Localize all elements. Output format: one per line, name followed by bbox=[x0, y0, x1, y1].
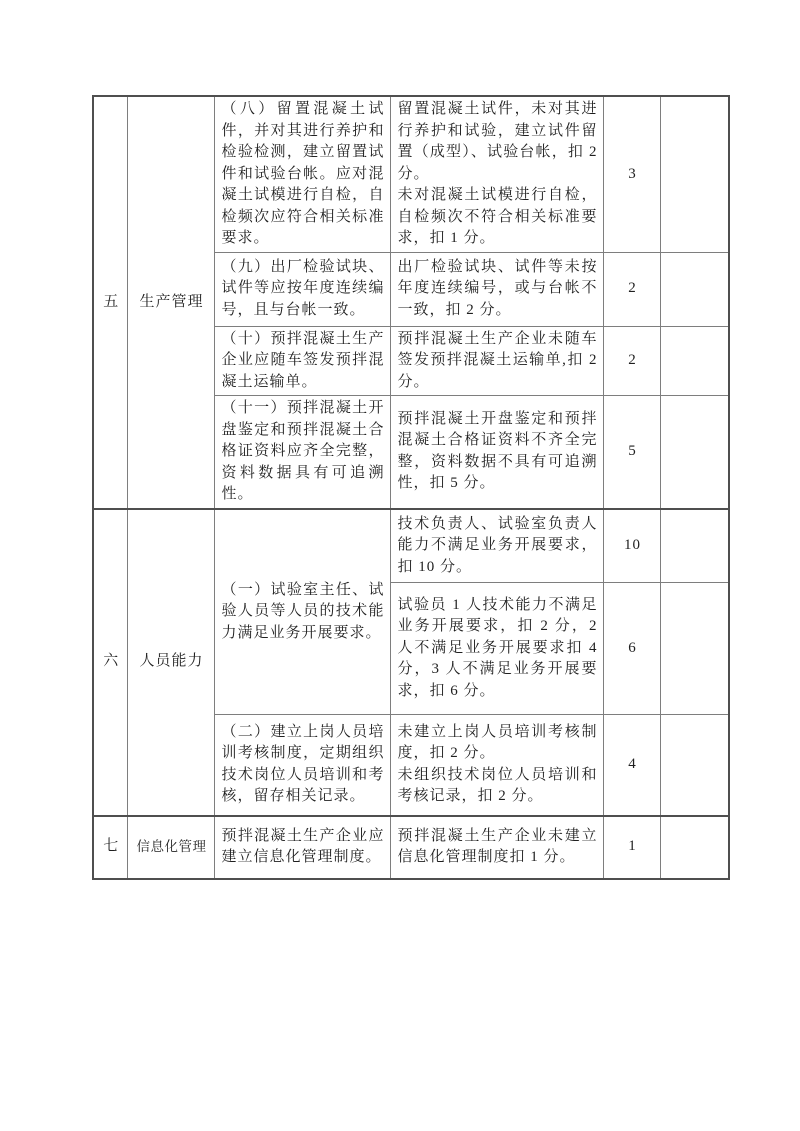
content-cell: （十一）预拌混凝土开盘鉴定和预拌混凝土合格证资料应齐全完整，资料数据具有可追溯性。 bbox=[214, 396, 390, 509]
inspection-score-table bbox=[92, 95, 730, 880]
score-cell: 2 bbox=[603, 252, 660, 326]
blank-cell bbox=[660, 252, 729, 326]
table-row bbox=[93, 96, 729, 252]
criteria-cell: 预拌混凝土生产企业未随车签发预拌混凝土运输单,扣 2 分。 bbox=[390, 326, 603, 396]
criteria-paragraph: 未建立上岗人员培训考核制度，扣 2 分。 bbox=[397, 723, 598, 762]
section-number-cell: 七 bbox=[93, 816, 127, 879]
section-category-cell: 生产管理 bbox=[127, 96, 214, 509]
score-cell: 2 bbox=[603, 326, 660, 396]
table-row bbox=[93, 816, 729, 879]
criteria-cell: 预拌混凝土生产企业未建立信息化管理制度扣 1 分。 bbox=[390, 816, 603, 879]
blank-cell bbox=[660, 583, 729, 715]
score-cell: 10 bbox=[603, 509, 660, 583]
section-category-cell: 信息化管理 bbox=[127, 816, 214, 879]
criteria-cell bbox=[390, 96, 603, 252]
criteria-cell: 技术负责人、试验室负责人能力不满足业务开展要求，扣 10 分。 bbox=[390, 509, 603, 583]
content-cell: （二）建立上岗人员培训考核制度，定期组织技术岗位人员培训和考核，留存相关记录。 bbox=[214, 715, 390, 816]
criteria-cell: 出厂检验试块、试件等未按年度连续编号，或与台帐不一致，扣 2 分。 bbox=[390, 252, 603, 326]
content-cell: （九）出厂检验试块、试件等应按年度连续编号，且与台帐一致。 bbox=[214, 252, 390, 326]
content-cell: 预拌混凝土生产企业应建立信息化管理制度。 bbox=[214, 816, 390, 879]
content-cell: （八）留置混凝土试件，并对其进行养护和检验检测，建立留置试件和试验台帐。应对混凝土试模进行自检，自检频次应符合相关标准要求。 bbox=[214, 96, 390, 252]
content-cell: （一）试验室主任、试验人员等人员的技术能力满足业务开展要求。 bbox=[214, 509, 390, 715]
content-cell: （十）预拌混凝土生产企业应随车签发预拌混凝土运输单。 bbox=[214, 326, 390, 396]
criteria-paragraph: 未组织技术岗位人员培训和考核记录，扣 2 分。 bbox=[397, 766, 598, 805]
score-cell: 1 bbox=[603, 816, 660, 879]
score-cell: 3 bbox=[603, 96, 660, 252]
document-page bbox=[92, 95, 730, 880]
blank-cell bbox=[660, 509, 729, 583]
section-category-cell: 人员能力 bbox=[127, 509, 214, 816]
blank-cell bbox=[660, 816, 729, 879]
criteria-paragraph: 未对混凝土试模进行自检，自检频次不符合相关标准要求，扣 1 分。 bbox=[397, 187, 598, 246]
table-row bbox=[93, 509, 729, 583]
section-number-cell: 五 bbox=[93, 96, 127, 509]
score-cell: 4 bbox=[603, 715, 660, 816]
blank-cell bbox=[660, 715, 729, 816]
blank-cell bbox=[660, 396, 729, 509]
blank-cell bbox=[660, 326, 729, 396]
score-cell: 5 bbox=[603, 396, 660, 509]
criteria-cell bbox=[390, 715, 603, 816]
criteria-cell: 试验员 1 人技术能力不满足业务开展要求，扣 2 分，2 人不满足业务开展要求扣 4 分，3 人不满足业务开展要求，扣 6 分。 bbox=[390, 583, 603, 715]
score-cell: 6 bbox=[603, 583, 660, 715]
criteria-paragraph: 留置混凝土试件，未对其进行养护和试验，建立试件留置（成型）、试验台帐，扣 2 分。 bbox=[397, 101, 598, 182]
criteria-cell: 预拌混凝土开盘鉴定和预拌混凝土合格证资料不齐全完整，资料数据不具有可追溯性，扣 5 分。 bbox=[390, 396, 603, 509]
blank-cell bbox=[660, 96, 729, 252]
section-number-cell: 六 bbox=[93, 509, 127, 816]
